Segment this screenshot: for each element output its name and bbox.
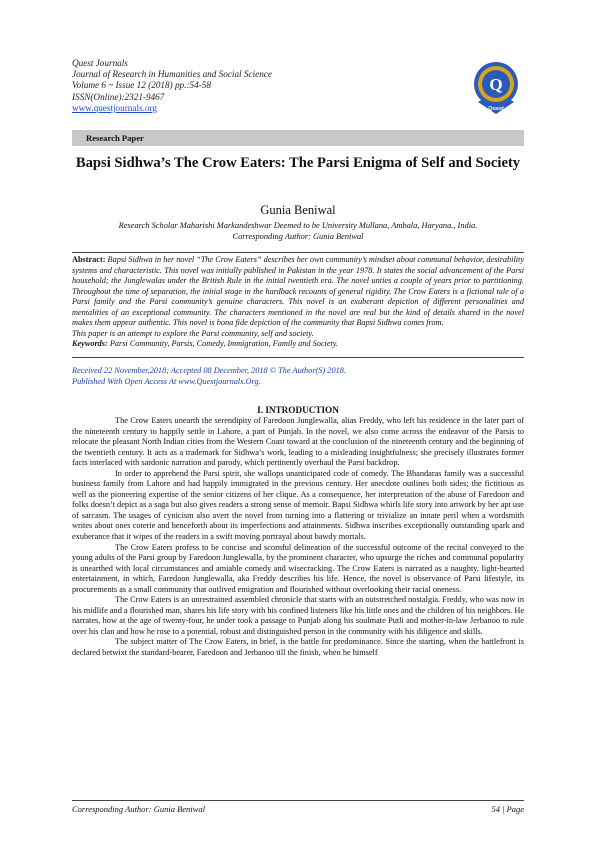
- received-line: Received 22 November,2018; Accepted 08 December, 2018 © The Author(S) 2018.: [72, 366, 346, 375]
- author-name: Gunia Beniwal: [260, 203, 336, 217]
- published-line: Published With Open Access At www.Questjournals.Org.: [72, 376, 261, 386]
- abstract: [72, 255, 524, 350]
- footer-author: Corresponding Author: Gunia Beniwal: [72, 804, 205, 814]
- paragraph: In order to apprehend the Parsi spirit, she wallops unanticipated code of comedy. The Bhandaras family was a successful business family from Lahore and had happily immigrated in the previous century. Her anecdote outlines both sides; the fictitious as well as the pioneering expertise of the senior citizens of her clique. As a consequence, her interpretation of the abuse of Faredoon and folks doesn’t depict as a saga but also gives readers a strong sense of memoir. Bapsi Sidhwa whirls life story into artwork by her apt use of sarcasm. The usages of cynicism also avert the novel from turning into a flattering or trivialize an innate peril when a wordsmith writes about ones coterie and henceforth about its imperfections and attainments. Sidhwa inscribes exceptionally outstanding spark and exuberance that it wipes of the readers in a swift moving portrayal about bawdy mortals.: [72, 468, 524, 542]
- journal-volume: Volume 6 ~ Issue 12 (2018) pp.:54-58: [72, 80, 211, 91]
- paragraph: The Crow Eaters profess to be concise and scornful delineation of the successful outcome of the recital conveyed to the young adults of the Parsi group by Faredoon Junglewalla, by the prominent character, who upsurge the riches and communal popularity is unearthed with local circumstances and amiable comedy and wisecracking. The Crow Eaters is narrated as a naughty, light-hearted entertainment, in which, Faredoon Junglewalla, aka Freddy describes his life. Hence, the novel is observance of Parsi lifestyle, its procurements as a small community that outlived emigration and flourished without overlooking their racial oneness.: [72, 542, 524, 594]
- paper-type-label: Research Paper: [86, 133, 144, 143]
- publication-dates: [72, 366, 524, 388]
- affiliation-line: Research Scholar Maharishi Markandeshwar Deemed to be University Mullana, Ambala, Haryana., India.: [118, 221, 478, 230]
- abstract-label: Abstract:: [72, 255, 106, 264]
- paper-type-bar: [72, 130, 524, 146]
- corresponding-author-line: Corresponding Author: Gunia Beniwal: [232, 231, 364, 241]
- abstract-aim: This paper is an attempt to explore the Parsi community, self and society.: [72, 328, 314, 338]
- journal-issn: ISSN(Online):2321-9467: [72, 91, 165, 102]
- paragraph: The Crow Eaters unearth the serendipity of Faredoon Junglewalla, alias Freddy, who left his residence in the later part of the nineteenth century to happily settle in Lahore, a part of Punjab. In the novel, we also come across the endeavor of the Parsis to relocate the pleasant North Indian cities from the Western Coast toward at the conclusion of the nineteenth century and the beginning of the twentieth century. It acts as a trademark for Sidhwa’s work, leading to a misleading insightfulness; she precisely illustrates former facts interlaced with sardonic narration and parody, which pertinently overhaul the Parsi backdrop.: [72, 416, 524, 468]
- abstract-text: Bapsi Sidhwa in her novel “The Crow Eaters” describes her own community’s mindset about communal behavior, desirability systems and characteristic. This novel was initially published in Pakistan in the year 1978. It states the social advancement of the Parsi household; the Junglewalas under the British Rule in the initial twentieth era. The novel unties a couple of years prior to partitioning. Throughout the time of separation, the initial stage in the hardback recounts of general rigidity. The Crow Eaters is a fictional tale of a Parsi family and the Parsi community’s genuine characters. This novel is an exuberant depiction of different personalities and mentalities of an exceptional community. The characters mentioned in the novel are real but the kind of details shared in the novel makes them appear authentic. This novel is bona fide depiction of the community that Bapsi Sidhwa comes from.: [72, 255, 524, 328]
- introduction-body: [72, 416, 524, 659]
- paragraph: The subject matter of The Crow Eaters, in brief, is the battle for predominance. Since the starting, when the battlefront is declared betwixt the standard-bearer, Faredoon and Jerbanoo till the finish, when he himself: [72, 637, 524, 658]
- quest-logo-icon: [468, 58, 524, 118]
- page-number: 54 | Page: [491, 804, 524, 814]
- keywords-line: [72, 339, 524, 350]
- journal-publisher: Quest Journals: [72, 58, 128, 68]
- keywords-text: Parsi Community, Parsis, Comedy, Immigration, Family and Society.: [109, 339, 339, 349]
- page-footer: [72, 800, 524, 813]
- journal-header: [72, 58, 452, 114]
- abstract-body: [72, 255, 524, 329]
- logo-text: Quest: [488, 106, 504, 112]
- svg-text:Q: Q: [489, 75, 503, 94]
- section-heading-introduction: I. INTRODUCTION: [257, 405, 339, 415]
- paragraph: The Crow Eaters is an unrestrained assembled chronicle that starts with an outstretched nostalgia. Freddy, who was now in his midlife and a flourished man, shares his life story with his confined listeners like his little ones and the children of his neighbors. He narrates, how at the age of twenty-four, he under took a passage to Punjab along his soulmate Putli and mother-in-law Jerbanoo to rule over his clan and how he rose to a potential, robust and distinguished person in the community with his diligence and skills.: [72, 595, 524, 636]
- author-affiliation: [72, 221, 524, 242]
- journal-url-link[interactable]: www.questjournals.org: [72, 102, 157, 113]
- paper-title: Bapsi Sidhwa’s The Crow Eaters: The Parsi Enigma of Self and Society: [75, 155, 521, 171]
- journal-name: Journal of Research in Humanities and Social Science: [72, 69, 272, 80]
- keywords-label: Keywords:: [72, 339, 108, 349]
